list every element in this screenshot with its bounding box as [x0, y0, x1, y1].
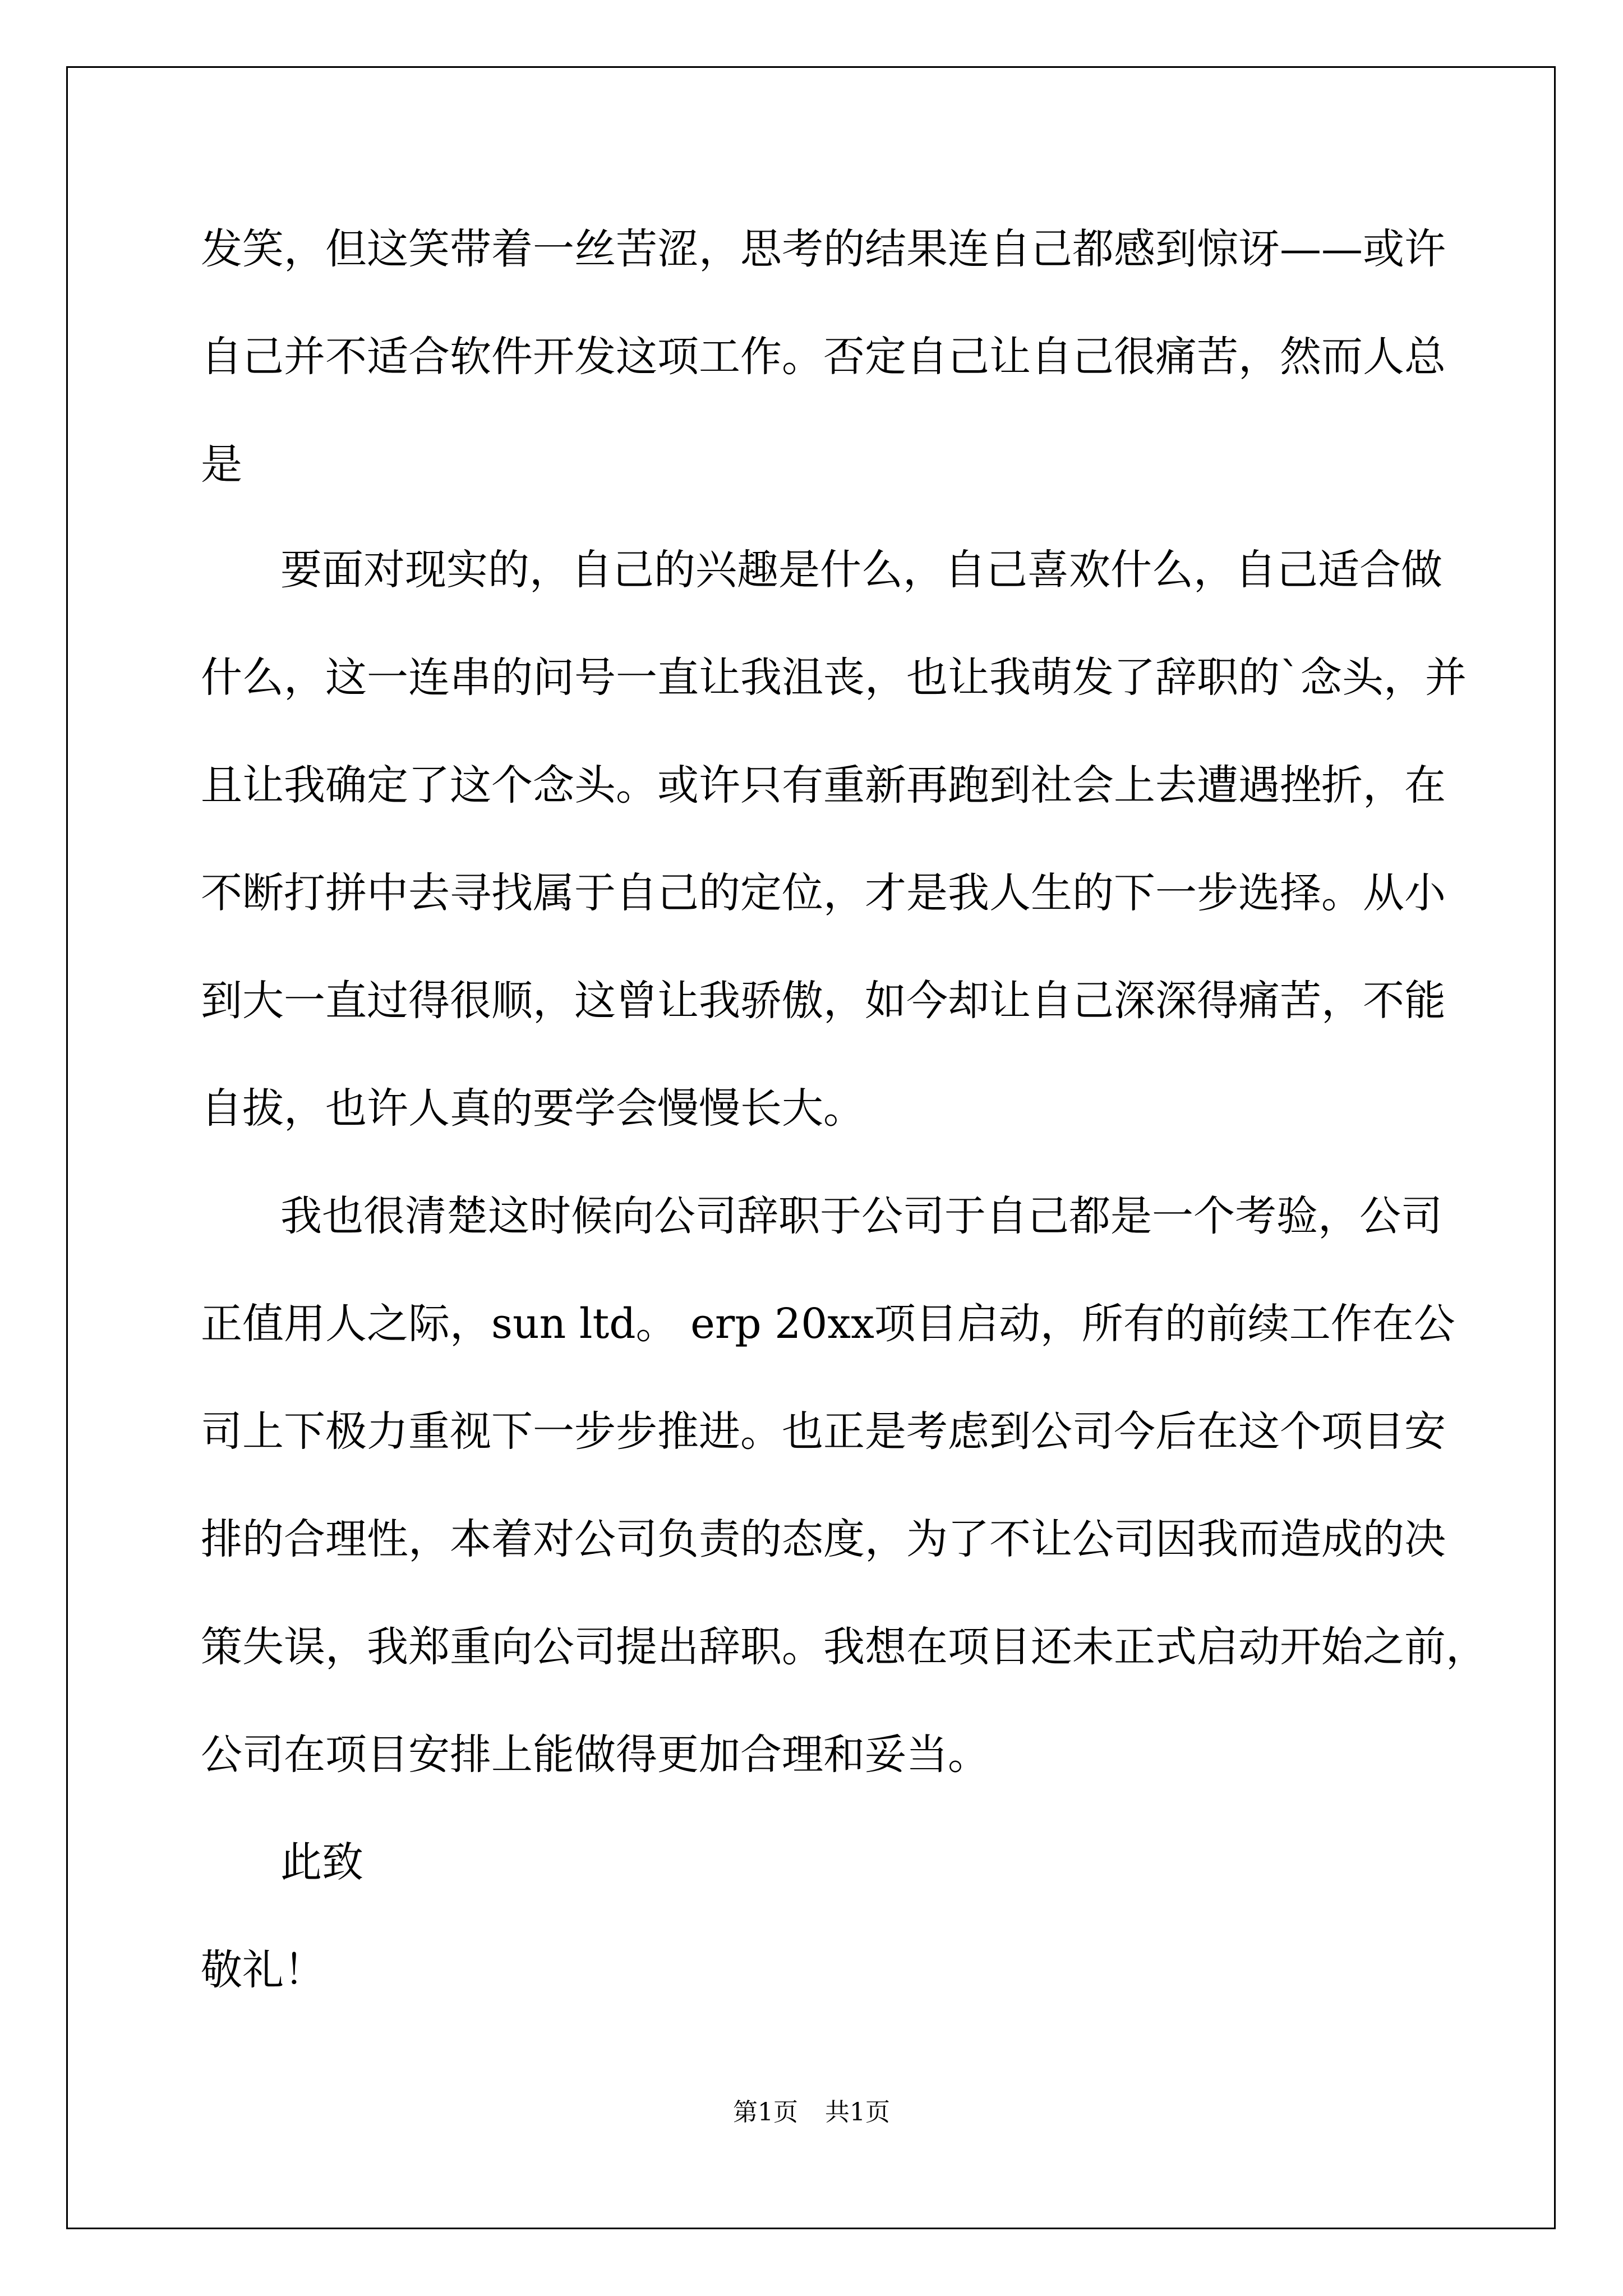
- text-line: 排的合理性，本着对公司负责的态度，为了不让公司因我而造成的决: [201, 1515, 1446, 1563]
- text-line: 自己并不适合软件开发这项工作。否定自己让自己很痛苦，然而人总: [201, 333, 1446, 381]
- text-line: 到大一直过得很顺，这曾让我骄傲，如今却让自己深深得痛苦，不能: [201, 977, 1446, 1025]
- text-line: 司上下极力重视下一步步推进。也正是考虑到公司今后在这个项目安: [201, 1407, 1446, 1456]
- text-line: 发笑，但这笑带着一丝苦涩，思考的结果连自己都感到惊讶——或许: [201, 225, 1446, 273]
- page-border: [66, 66, 1556, 2229]
- page-footer: [0, 2096, 1623, 2129]
- closing-regards: 敬礼！: [201, 1946, 325, 1994]
- text-line: 要面对现实的，自己的兴趣是什么，自己喜欢什么，自己适合做: [280, 546, 1442, 594]
- closing-salutation: 此致: [280, 1838, 363, 1887]
- page-number: 第1页: [733, 2098, 798, 2127]
- total-pages: 共1页: [825, 2098, 890, 2127]
- text-line: 是: [201, 440, 242, 489]
- text-line: 策失误，我郑重向公司提出辞职。我想在项目还未正式启动开始之前，: [201, 1623, 1487, 1671]
- text-line: 正值用人之际，sun ltd。 erp 20xx项目启动，所有的前续工作在公: [201, 1300, 1455, 1348]
- text-line: 自拔，也许人真的要学会慢慢长大。: [201, 1084, 865, 1133]
- text-line: 不断打拼中去寻找属于自己的定位，才是我人生的下一步选择。从小: [201, 869, 1446, 917]
- text-line: 公司在项目安排上能做得更加合理和妥当。: [201, 1731, 989, 1779]
- text-line: 且让我确定了这个念头。或许只有重新再跑到社会上去遭遇挫折，在: [201, 761, 1446, 809]
- text-line: 我也很清楚这时候向公司辞职于公司于自己都是一个考验，公司: [280, 1192, 1442, 1240]
- text-line: 什么，这一连串的问号一直让我沮丧，也让我萌发了辞职的`念头，并: [201, 654, 1467, 702]
